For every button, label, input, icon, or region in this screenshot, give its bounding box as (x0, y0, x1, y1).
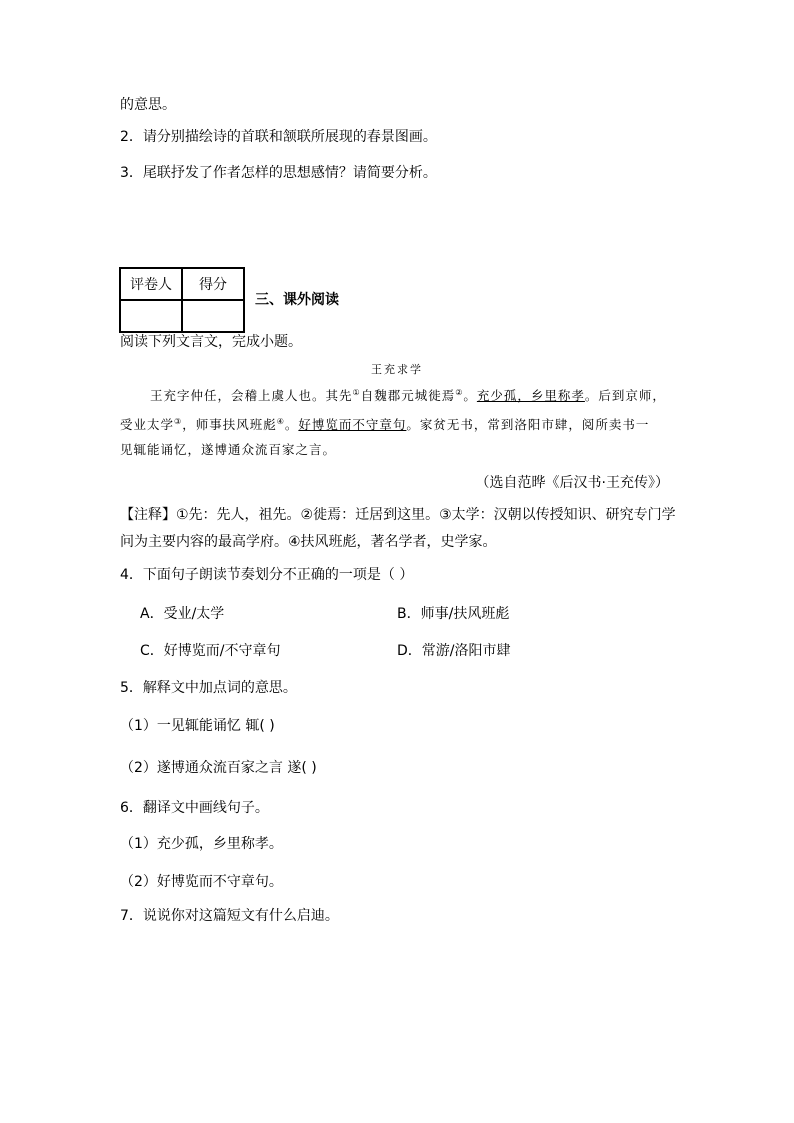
question-5-stem: 5．解释文中加点词的意思。 (120, 680, 297, 696)
note-marker-3: ③ (174, 417, 183, 426)
notes-line-2: 问为主要内容的最高学府。④扶风班彪，著名学者，史学家。 (120, 534, 497, 550)
passage-text: 自魏郡元城徙焉 (360, 388, 456, 404)
passage-line-1 (150, 383, 666, 406)
note-marker-2: ② (455, 388, 464, 397)
score-table-score-cell (182, 300, 244, 332)
score-table-reviewer-header: 评卷人 (120, 268, 182, 300)
passage-source: （选自范晔《后汉书·王充传》） (475, 475, 669, 491)
question-7-stem: 7．说说你对这篇短文有什么启迪。 (120, 908, 339, 924)
question-1-tail: 的意思。 (120, 97, 176, 113)
q4-option-b: B．师事/扶风班彪 (397, 606, 510, 622)
passage-text: 。 (463, 388, 477, 404)
question-5-item-1: （1）一见辄能诵忆 辄( ) (120, 718, 275, 734)
question-2: 2．请分别描绘诗的首联和颔联所展现的春景图画。 (120, 129, 437, 145)
question-5-item-2: （2）遂博通众流百家之言 遂( ) (120, 760, 317, 776)
q4-option-c: C．好博览而/不守章句 (140, 643, 281, 659)
passage-text: 。 (284, 417, 299, 433)
notes-line-1: 【注释】①先：先人，祖先。②徙焉：迁居到这里。③太学：汉朝以传授知识、研究专门学 (120, 507, 676, 523)
passage-text: 受业太学 (120, 417, 175, 433)
passage-line-2 (120, 412, 649, 435)
note-marker-1: ① (352, 388, 361, 397)
question-4-stem: 4．下面句子朗读节奏划分不正确的一项是（ ） (120, 567, 414, 583)
question-6-item-1: （1）充少孤，乡里称孝。 (120, 836, 283, 852)
score-table-score-header: 得分 (182, 268, 244, 300)
passage-title: 王充求学 (371, 363, 423, 376)
question-3: 3．尾联抒发了作者怎样的思想感情？请简要分析。 (120, 165, 437, 181)
q4-option-d: D．常游/洛阳市肆 (397, 643, 511, 659)
passage-text: 。后到京师， (584, 388, 666, 404)
score-table-reviewer-cell (120, 300, 182, 332)
reading-instruction: 阅读下列文言文，完成小题。 (120, 334, 302, 350)
underlined-sentence-2: 好博览而不守章句 (298, 417, 407, 433)
passage-text: 。家贫无书，常到洛阳市肆，阅所卖书一 (406, 417, 650, 433)
passage-text: 王充字仲任，会稽上虞人也。其先 (150, 388, 353, 404)
underlined-sentence-1: 充少孤，乡里称孝 (476, 388, 585, 404)
q4-option-a: A．受业/太学 (140, 606, 225, 622)
question-6-item-2: （2）好博览而不守章句。 (120, 874, 283, 890)
question-6-stem: 6．翻译文中画线句子。 (120, 800, 269, 816)
note-marker-4: ④ (276, 417, 285, 426)
section-title: 三、课外阅读 (255, 292, 339, 308)
score-table (119, 267, 245, 333)
passage-text: ，师事扶风班彪 (182, 417, 277, 433)
passage-line-3: 见辄能诵忆，遂博通众流百家之言。 (120, 442, 337, 457)
